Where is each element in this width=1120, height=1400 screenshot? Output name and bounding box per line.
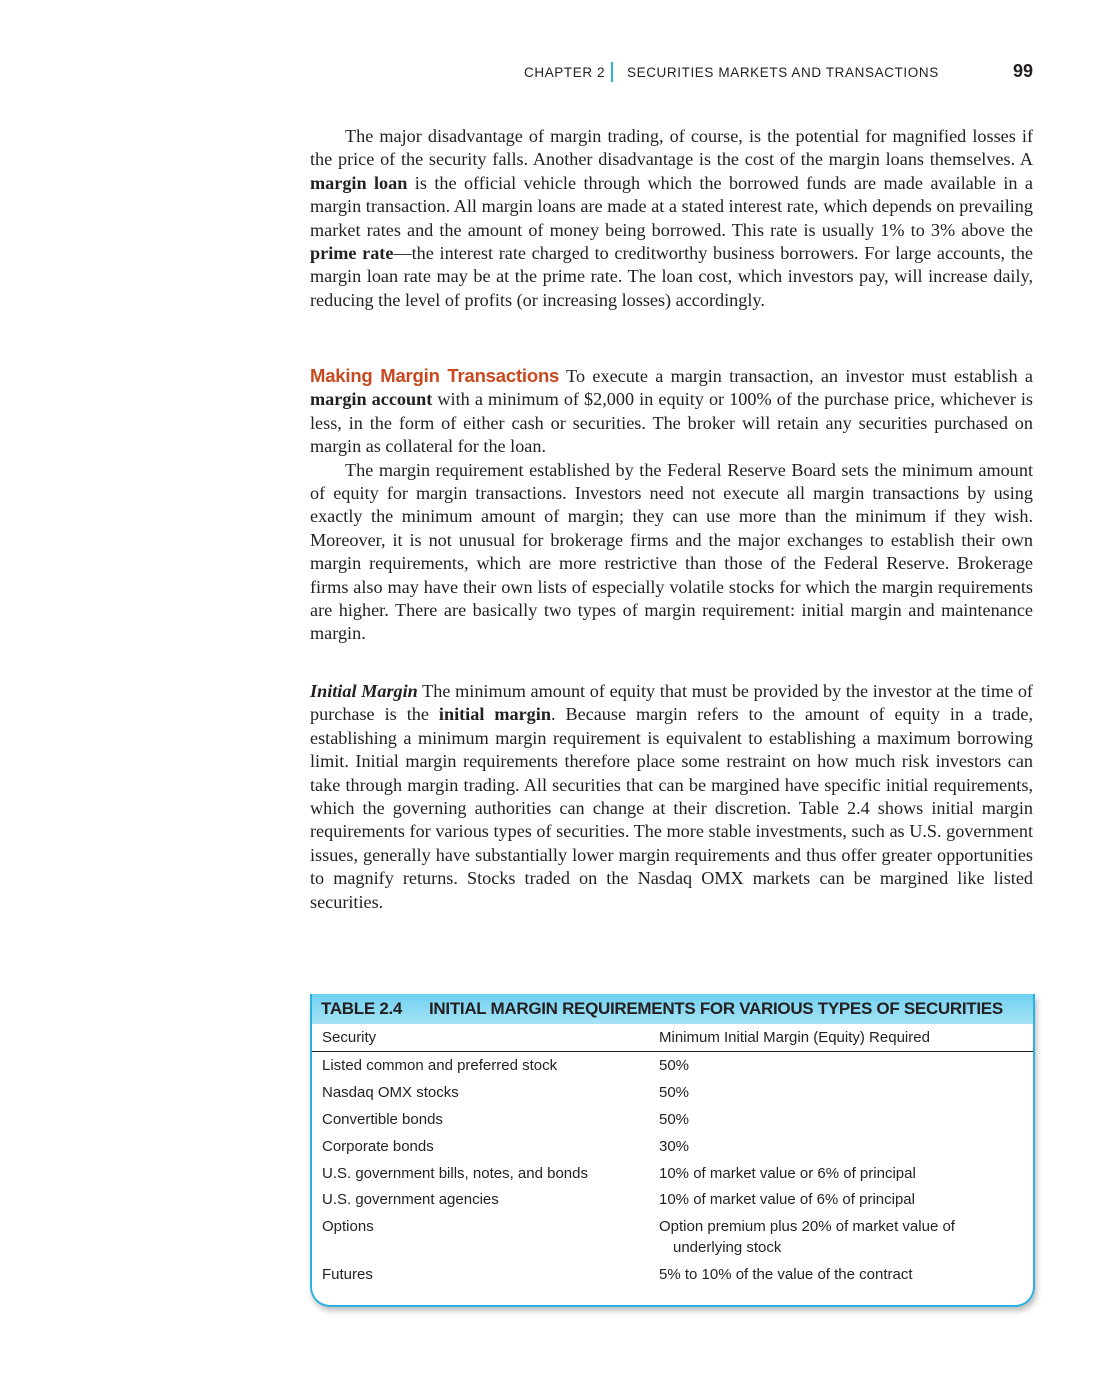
- table-row: [312, 1262, 1033, 1289]
- security-cell: U.S. government agencies: [322, 1191, 499, 1209]
- security-cell: Corporate bonds: [322, 1137, 434, 1155]
- column-header-margin: Minimum Initial Margin (Equity) Required: [659, 1029, 930, 1046]
- page-number: 99: [1012, 61, 1033, 81]
- security-cell: U.S. government bills, notes, and bonds: [322, 1164, 588, 1182]
- text-run: The minimum amount of equity that must be provided by the investor at the time of purchase is the: [310, 681, 1033, 725]
- table-row: [312, 1107, 1033, 1134]
- table-title: INITIAL MARGIN REQUIREMENTS FOR VARIOUS TYPES OF SECURITIES: [429, 999, 1003, 1018]
- table-header-row: [312, 1024, 1033, 1052]
- table-title-bar: [312, 994, 1033, 1024]
- security-cell: Nasdaq OMX stocks: [322, 1083, 459, 1101]
- section-heading: Making Margin Transactions: [310, 365, 560, 386]
- table-body: [312, 1052, 1033, 1289]
- security-cell: Options: [322, 1218, 374, 1236]
- text-run: is the official vehicle through which the borrowed funds are made available in a margin transaction. All margin loans are made at a stated interest rate, which depends on prevailing market rates and the amount of money being borrowed. This rate is usually 1% to 3% above the: [310, 172, 1034, 240]
- margin-cell: Option premium plus 20% of market value of underlying stock: [659, 1218, 955, 1256]
- margin-cell: 10% of market value of 6% of principal: [659, 1191, 915, 1209]
- paragraph-margin-disadvantage: [310, 125, 1033, 312]
- column-header-security: Security: [322, 1029, 377, 1046]
- run-in-heading: Initial Margin: [310, 681, 418, 701]
- section-label: SECURITIES MARKETS AND TRANSACTIONS: [627, 65, 939, 80]
- header-divider: [611, 62, 613, 82]
- table-row: [312, 1053, 1033, 1080]
- margin-cell: 50%: [659, 1110, 690, 1128]
- table-row: [312, 1080, 1033, 1107]
- term-initial-margin: initial margin: [438, 704, 551, 725]
- term-margin-account: margin account: [310, 389, 433, 410]
- running-head: [520, 62, 1033, 86]
- margin-cell: 50%: [659, 1083, 690, 1101]
- security-cell: Convertible bonds: [322, 1110, 443, 1128]
- margin-cell: 30%: [659, 1137, 690, 1155]
- margin-cell: 5% to 10% of the value of the contract: [659, 1265, 913, 1283]
- text-run: . Because margin refers to the amount of equity in a trade, establishing a minimum margin requirement is equivalent to establishing a maximum borrowing limit. Initial margin requirements therefore place some restraint on how much risk investors can take through margin trading. All securities that can be margined have specific initial requirements, which the governing authorities can change at their discretion. Table 2.4 shows initial margin requirements for various types of securities. The more stable investments, such as U.S. government issues, generally have substantially lower margin requirements and thus offer greater opportunities to magnify returns. Stocks traded on the Nasdaq OMX markets can be margined like listed securities.: [310, 704, 1033, 912]
- term-margin-loan: margin loan: [310, 172, 408, 193]
- text-run: —the interest rate charged to creditworthy business borrowers. For large accounts, the margin loan rate may be at the prime rate. The loan cost, which investors pay, will increase daily, reducing the level of profits (or increasing losses) accordingly.: [310, 243, 1033, 310]
- text-run: with a minimum of $2,000 in equity or 100% of the purchase price, whichever is less, in the form of either cash or securities. The broker will retain any securities purchased on margin as collateral for the loan.: [310, 389, 1033, 457]
- text-run: To execute a margin transaction, an investor must establish a: [559, 366, 1033, 386]
- margin-cell: 50%: [659, 1057, 690, 1074]
- text-run: The major disadvantage of margin trading, of course, is the potential for magnified losses if the price of the security falls. Another disadvantage is the cost of the margin loans themselves. A: [310, 126, 1033, 170]
- paragraph-margin-requirement: The margin requirement established by the Federal Reserve Board sets the minimum amount of equity for margin transactions. Investors need not execute all margin transactions by using exactly the minimum amount of margin; they can use more than the minimum if they wish. Moreover, it is not unusual for brokerage firms and the major exchanges to establish their own margin requirements, which are more restrictive than those of the Federal Reserve. Brokerage firms also may have their own lists of especially volatile stocks for which the margin requirements are higher. There are basically two types of margin requirement: initial margin and maintenance margin.: [310, 459, 1033, 644]
- term-prime-rate: prime rate: [310, 243, 394, 264]
- security-cell: Listed common and preferred stock: [322, 1057, 558, 1074]
- section-initial-margin: [310, 680, 1033, 914]
- section-making-margin-transactions: [310, 364, 1033, 646]
- margin-requirements-table: [310, 994, 1035, 1307]
- security-cell: Futures: [322, 1265, 373, 1283]
- table-row: [312, 1134, 1033, 1161]
- table-row: [312, 1161, 1033, 1188]
- table-number: TABLE 2.4: [321, 999, 403, 1018]
- margin-cell: 10% of market value or 6% of principal: [659, 1164, 916, 1182]
- table-row: [312, 1187, 1033, 1214]
- chapter-label: CHAPTER 2: [524, 65, 606, 80]
- table-row: [312, 1214, 1033, 1261]
